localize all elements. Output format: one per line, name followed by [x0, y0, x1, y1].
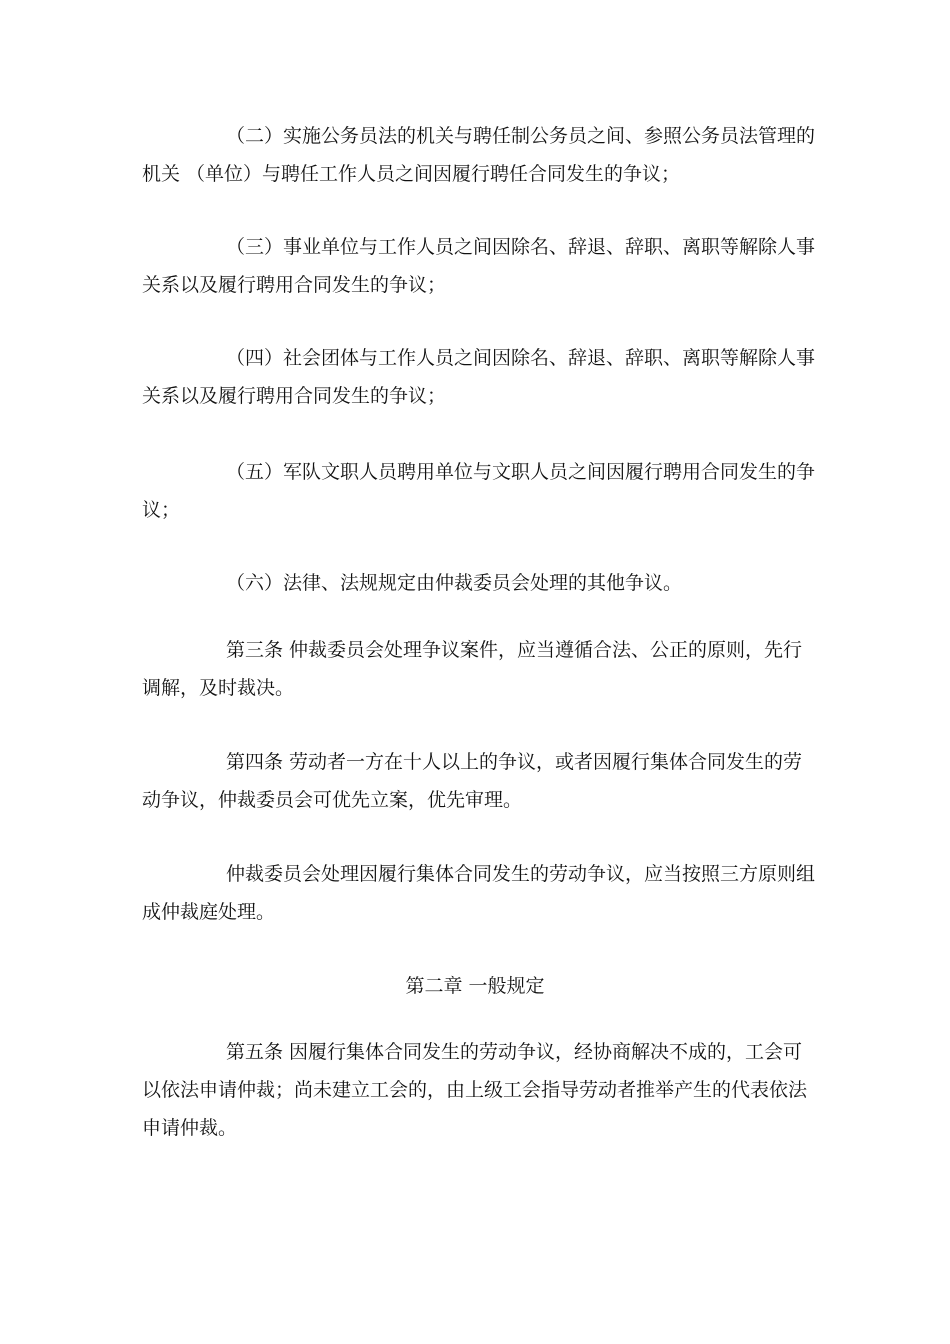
- paragraph-line: （五）军队文职人员聘用单位与文职人员之间因履行聘用合同发生的争: [226, 461, 816, 483]
- article-3: [142, 631, 812, 707]
- paragraph-line: 成仲裁庭处理。: [142, 901, 276, 923]
- paragraph-line: 关系以及履行聘用合同发生的争议；: [142, 385, 447, 407]
- paragraph-line: （三）事业单位与工作人员之间因除名、辞退、辞职、离职等解除人事: [226, 236, 816, 258]
- paragraph-line: （二）实施公务员法的机关与聘任制公务员之间、参照公务员法管理的: [226, 125, 816, 147]
- paragraph-line: 第三条 仲裁委员会处理争议案件，应当遵循合法、公正的原则，先行: [226, 639, 803, 661]
- paragraph-item-3: [142, 228, 816, 304]
- paragraph-item-2: [142, 117, 816, 193]
- paragraph-item-4: [142, 339, 816, 415]
- article-4: [142, 743, 812, 819]
- paragraph-line: （六）法律、法规规定由仲裁委员会处理的其他争议。: [226, 572, 683, 594]
- paragraph-line: 议；: [142, 499, 181, 521]
- paragraph-line: 机关 （单位）与聘任工作人员之间因履行聘任合同发生的争议；: [142, 163, 681, 185]
- paragraph-line: 申请仲裁。: [142, 1117, 238, 1139]
- paragraph-line: 关系以及履行聘用合同发生的争议；: [142, 274, 447, 296]
- paragraph-item-5: [142, 453, 816, 529]
- paragraph-line: 动争议，仲裁委员会可优先立案，优先审理。: [142, 789, 523, 811]
- paragraph-line: 仲裁委员会处理因履行集体合同发生的劳动争议，应当按照三方原则组: [226, 863, 816, 885]
- article-5: [142, 1033, 812, 1147]
- paragraph-line: 以依法申请仲裁；尚未建立工会的，由上级工会指导劳动者推举产生的代表依法: [142, 1079, 808, 1101]
- paragraph-line: 第四条 劳动者一方在十人以上的争议，或者因履行集体合同发生的劳: [226, 751, 803, 773]
- paragraph-item-6: [142, 564, 812, 602]
- paragraph-line: 第五条 因履行集体合同发生的劳动争议，经协商解决不成的，工会可: [226, 1041, 803, 1063]
- chapter-heading: 第二章 一般规定: [405, 975, 545, 997]
- article-4-clause-2: [142, 855, 816, 931]
- paragraph-line: 调解，及时裁决。: [142, 677, 295, 699]
- paragraph-line: （四）社会团体与工作人员之间因除名、辞退、辞职、离职等解除人事: [226, 347, 816, 369]
